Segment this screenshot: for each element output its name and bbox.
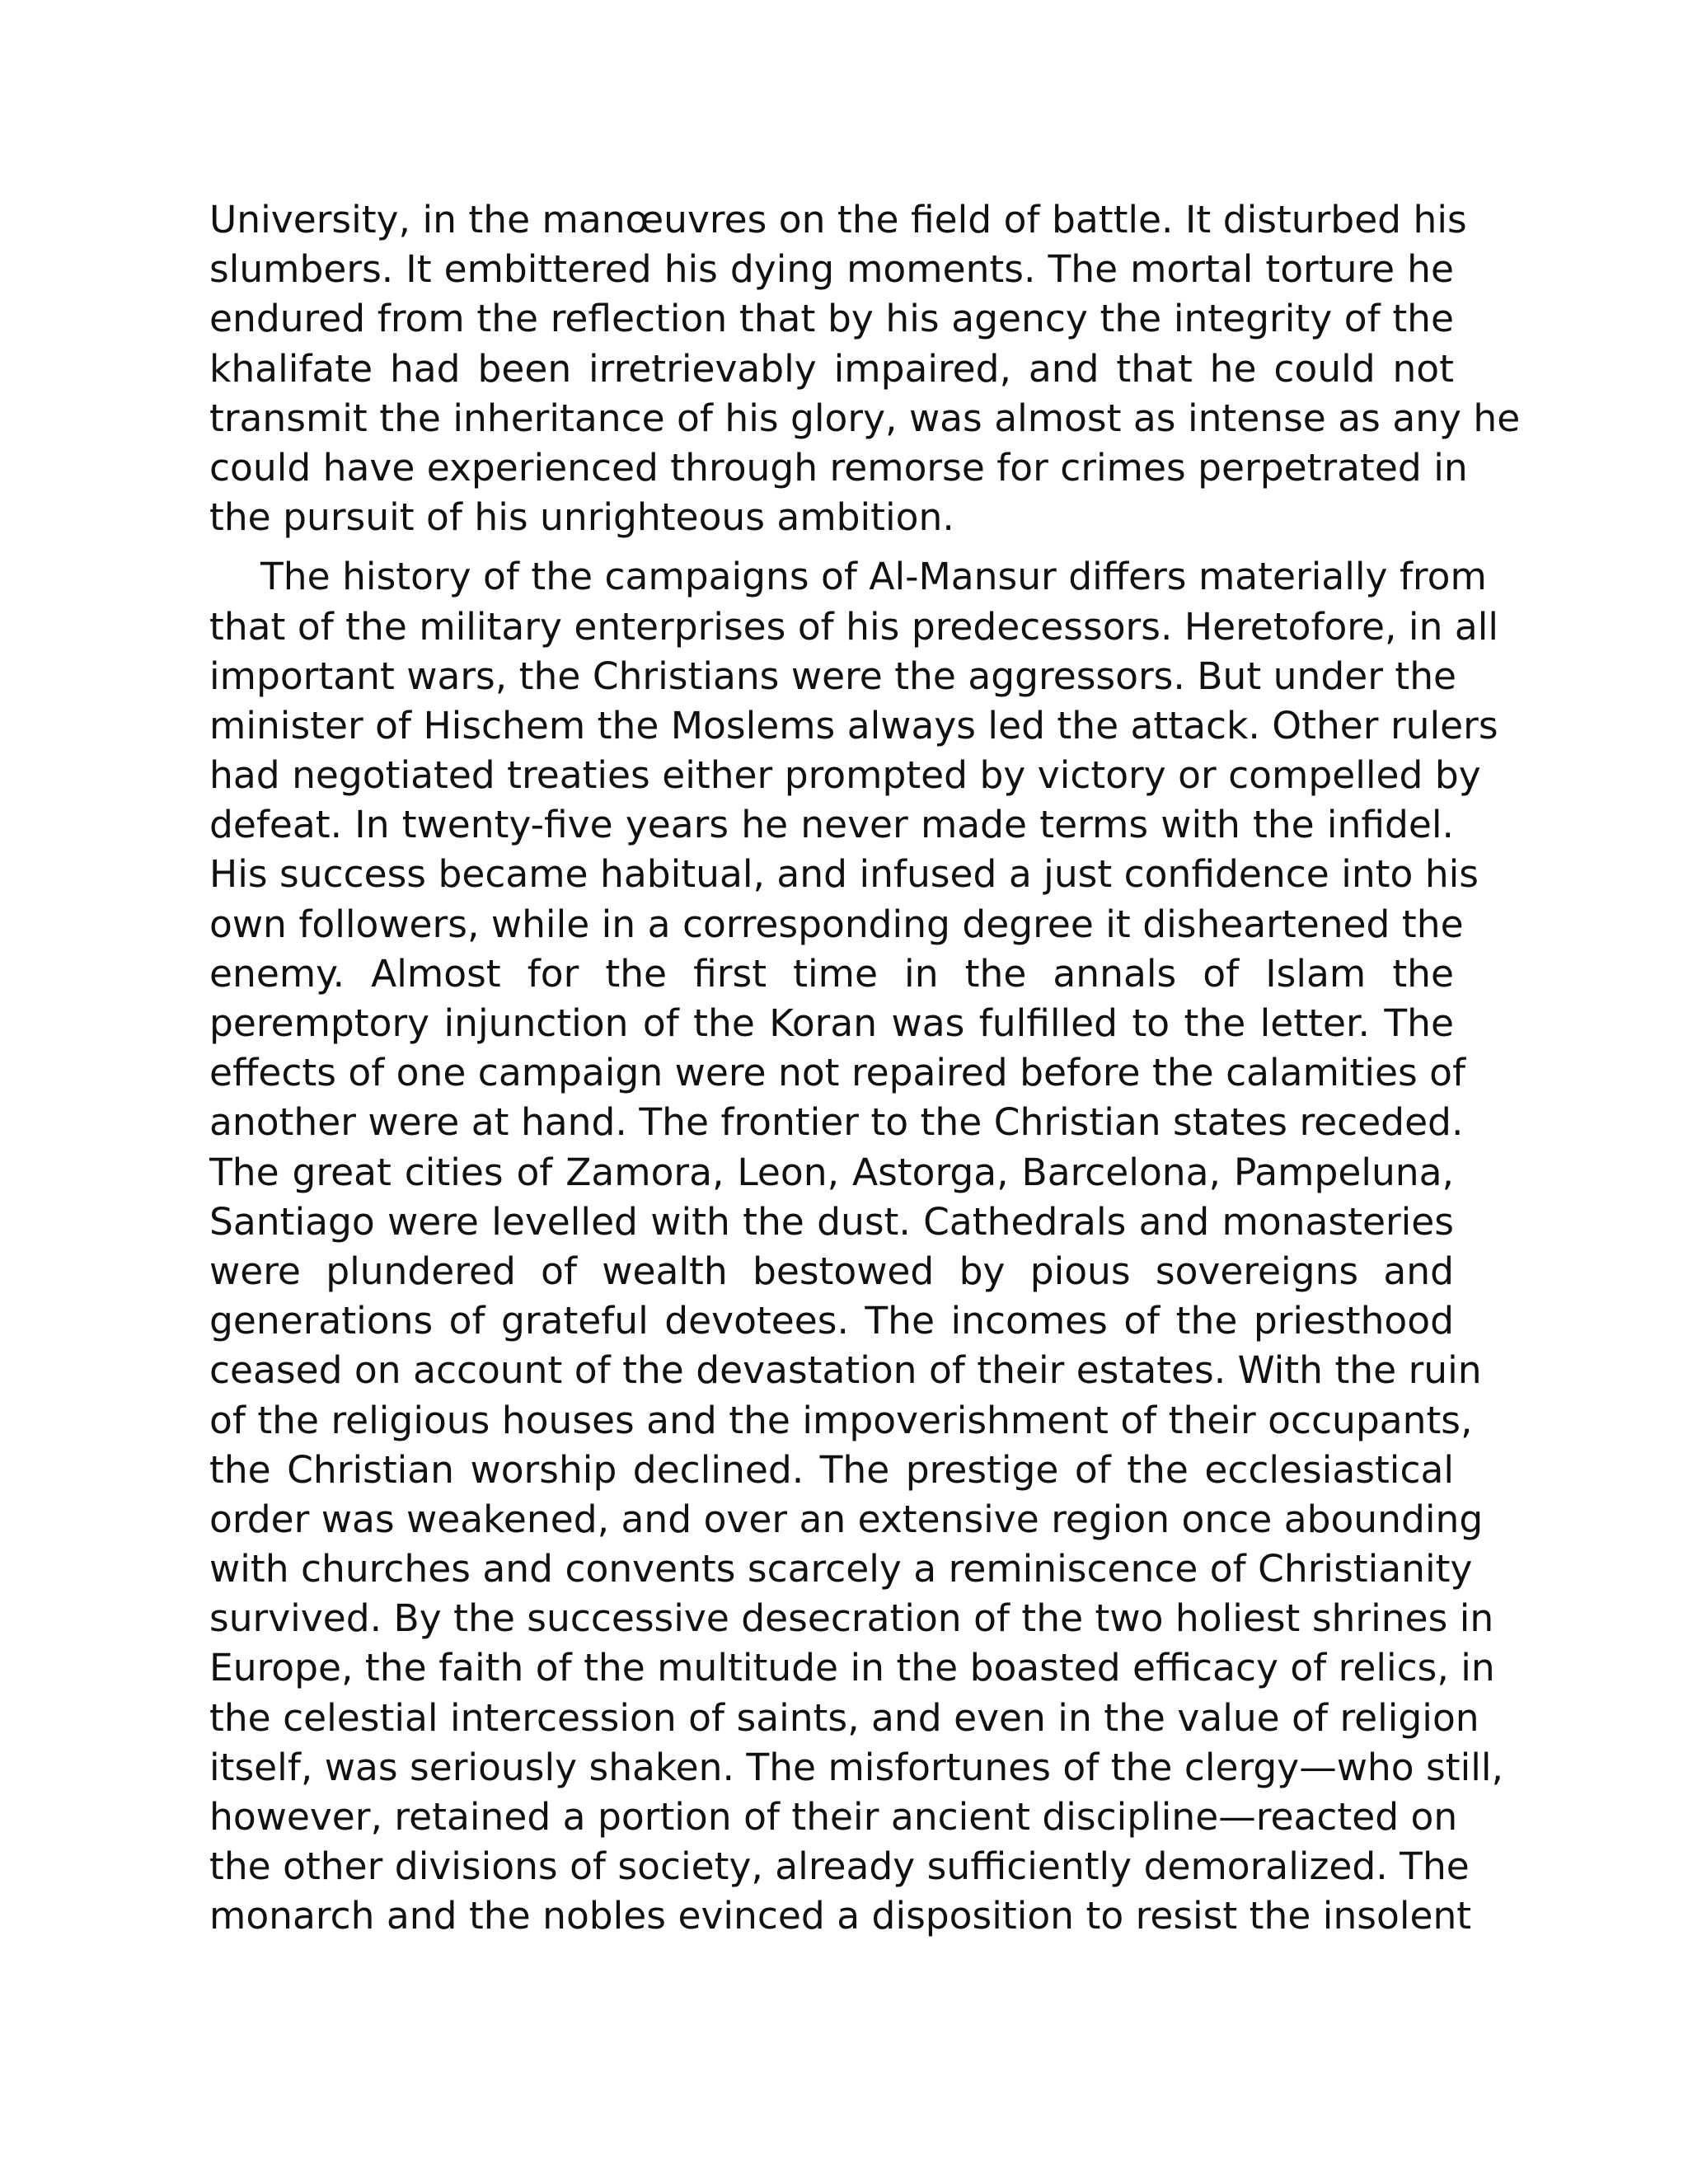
text-line: the Christian worship declined. The prestige of the ecclesiastical (209, 1447, 1454, 1492)
text-line: The great cities of Zamora, Leon, Astorga, Barcelona, Pampeluna, (209, 1150, 1454, 1194)
text-line: endured from the reflection that by his agency the integrity of the (209, 297, 1454, 341)
text-line: slumbers. It embittered his dying moments. The mortal torture he (209, 247, 1454, 292)
text-line: University, in the manœuvres on the field of battle. It disturbed his (209, 198, 1467, 241)
text-line: enemy. Almost for the first time in the annals of Islam the (209, 951, 1454, 996)
text-line: Santiago were levelled with the dust. Cathedrals and monasteries (209, 1199, 1454, 1244)
text-line (209, 1942, 1454, 1991)
text-line: of the religious houses and the impoverishment of their occupants, (209, 1398, 1473, 1442)
text-line: the other divisions of society, already sufficiently demoralized. The (209, 1844, 1470, 1889)
paragraph-2 (209, 552, 1503, 1990)
text-line: The history of the campaigns of Al-Mansur differs materially from (260, 555, 1487, 599)
text-line: minister of Hischem the Moslems always led the attack. Other rulers (209, 703, 1498, 748)
text-line: order was weakened, and over an extensive region once abounding (209, 1497, 1484, 1541)
text-line: monarch and the nobles evinced a disposition to resist the insolent (209, 1894, 1472, 1938)
text-line: defeat. In twenty-five years he never made terms with the infidel. (209, 803, 1454, 847)
text-line: however, retained a portion of their ancient discipline—reacted on (209, 1795, 1458, 1839)
text-line: khalifate had been irretrievably impaired, and that he could not (209, 346, 1454, 391)
text-line: own followers, while in a corresponding degree it disheartened the (209, 902, 1464, 946)
paragraph-1 (209, 195, 1521, 542)
text-line: peremptory injunction of the Koran was fulfilled to the letter. The (209, 1001, 1454, 1045)
text-line: the celestial intercession of saints, and even in the value of religion (209, 1695, 1479, 1740)
text-line: the pursuit of his unrighteous ambition. (209, 495, 954, 540)
text-line: survived. By the successive desecration of the two holiest shrines in (209, 1596, 1494, 1641)
text-line: His success became habitual, and infused a just confidence into his (209, 852, 1479, 897)
text-line: had negotiated treaties either prompted by victory or compelled by (209, 753, 1481, 798)
text-line: that of the military enterprises of his predecessors. Heretofore, in all (209, 604, 1499, 649)
text-line: generations of grateful devotees. The incomes of the priesthood (209, 1299, 1454, 1343)
text-line: Europe, the faith of the multitude in the boasted efficacy of relics, in (209, 1646, 1495, 1690)
text-line: transmit the inheritance of his glory, was almost as intense as any he (209, 396, 1521, 440)
text-line: important wars, the Christians were the aggressors. But under the (209, 654, 1457, 698)
text-line: could have experienced through remorse for crimes perpetrated in (209, 445, 1468, 490)
text-line: another were at hand. The frontier to the Christian states receded. (209, 1100, 1464, 1145)
text-line: with churches and convents scarcely a reminiscence of Christianity (209, 1547, 1473, 1591)
text-line: ceased on account of the devastation of their estates. With the ruin (209, 1348, 1482, 1393)
text-line: were plundered of wealth bestowed by pious sovereigns and (209, 1249, 1454, 1293)
text-line: itself, was seriously shaken. The misfortunes of the clergy—who still, (209, 1745, 1503, 1789)
page-body (209, 195, 1521, 1991)
text-line: effects of one campaign were not repaired before the calamities of (209, 1051, 1466, 1095)
